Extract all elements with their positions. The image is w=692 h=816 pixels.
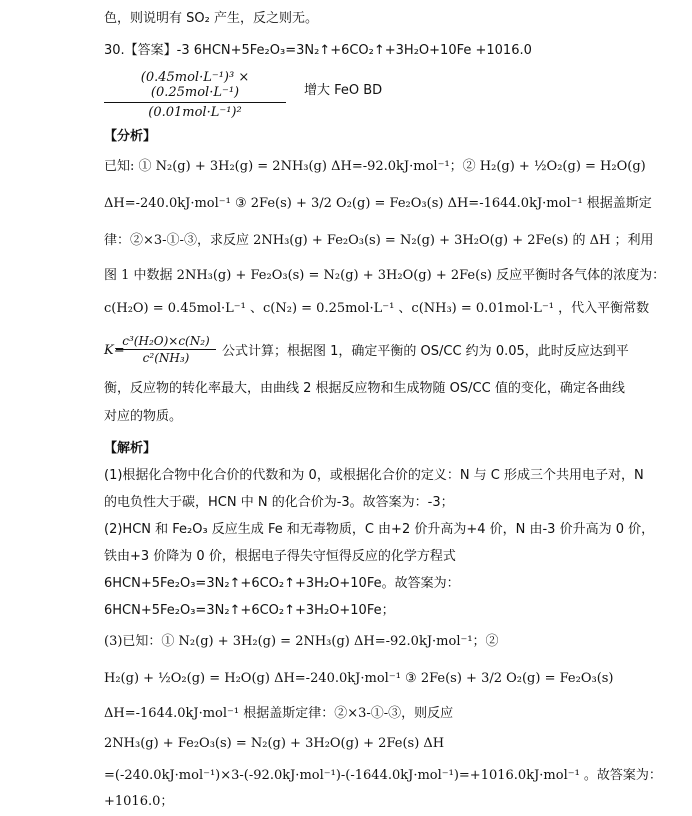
solution-line-11: =(-240.0kJ·mol⁻¹)×3-(-92.0kJ·mol⁻¹)-(-1644.0kJ·mol⁻¹)=+1016.0kJ·mol⁻¹ 。故答案为： xyxy=(104,768,662,783)
solution-heading: 【解析】 xyxy=(104,441,157,456)
analysis-line-8: 对应的物质。 xyxy=(104,409,183,424)
equilibrium-constant-fraction xyxy=(104,70,286,120)
solution-line-7: (3)已知：① N₂(g) + 3H₂(g) = 2NH₃(g) ΔH=-92.0kJ·mol⁻¹；② xyxy=(104,634,499,649)
k-numerator: c³(H₂O)×c(N₂) xyxy=(116,334,216,350)
analysis-line-6: 公式计算；根据图 1，确定平衡的 OS/CC 约为 0.05，此时反应达到平 xyxy=(222,344,629,359)
text-line-1: 色，则说明有 SO₂ 产生，反之则无。 xyxy=(104,11,318,26)
solution-line-5: 6HCN+5Fe₂O₃=3N₂↑+6CO₂↑+3H₂O+10Fe。故答案为： xyxy=(104,576,460,591)
analysis-line-5: c(H₂O) = 0.45mol·L⁻¹ 、c(N₂) = 0.25mol·L⁻¹ 、c(NH₃) = 0.01mol·L⁻¹ ，代入平衡常数 xyxy=(104,301,650,316)
solution-line-6: 6HCN+5Fe₂O₃=3N₂↑+6CO₂↑+3H₂O+10Fe； xyxy=(104,603,395,618)
analysis-heading: 【分析】 xyxy=(104,129,157,144)
solution-line-12: +1016.0； xyxy=(104,794,174,809)
analysis-line-3: 律：②×3-①-③，求反应 2NH₃(g) + Fe₂O₃(s) = N₂(g) + 3H₂O(g) + 2Fe(s) 的 ΔH ；利用 xyxy=(104,233,654,248)
analysis-line-1: 已知: ① N₂(g) + 3H₂(g) = 2NH₃(g) ΔH=-92.0kJ·mol⁻¹；② H₂(g) + ½O₂(g) = H₂O(g) xyxy=(104,159,646,174)
solution-line-4: 铁由+3 价降为 0 价，根据电子得失守恒得反应的化学方程式 xyxy=(104,549,456,564)
solution-line-8: H₂(g) + ½O₂(g) = H₂O(g) ΔH=-240.0kJ·mol⁻¹ ③ 2Fe(s) + 3/2 O₂(g) = Fe₂O₃(s) xyxy=(104,671,614,686)
solution-line-2: 的电负性大于碳，HCN 中 N 的化合价为-3。故答案为：-3； xyxy=(104,495,454,510)
analysis-line-7: 衡，反应物的转化率最大，由曲线 2 根据反应物和生成物随 OS/CC 值的变化，确定各曲线 xyxy=(104,381,625,396)
solution-line-1: (1)根据化合物中化合价的代数和为 0，或根据化合价的定义：N 与 C 形成三个共用电子对，N xyxy=(104,468,644,483)
k-symbol: K= xyxy=(104,343,125,358)
solution-line-9: ΔH=-1644.0kJ·mol⁻¹ 根据盖斯定律：②×3-①-③，则反应 xyxy=(104,706,454,721)
k-expression-fraction xyxy=(116,334,216,365)
answer-line: 30.【答案】-3 6HCN+5Fe₂O₃=3N₂↑+6CO₂↑+3H₂O+10Fe +1016.0 xyxy=(104,43,532,58)
solution-line-10: 2NH₃(g) + Fe₂O₃(s) = N₂(g) + 3H₂O(g) + 2Fe(s) ΔH xyxy=(104,736,445,751)
fraction-denominator: (0.01mol·L⁻¹)² xyxy=(148,105,242,120)
answer-tail: 增大 FeO BD xyxy=(304,83,383,98)
fraction-numerator: (0.45mol·L⁻¹)³ × (0.25mol·L⁻¹) xyxy=(104,70,286,103)
solution-line-3: (2)HCN 和 Fe₂O₃ 反应生成 Fe 和无毒物质，C 由+2 价升高为+4 价，N 由-3 价升高为 0 价， xyxy=(104,522,655,537)
k-denominator: c²(NH₃) xyxy=(142,351,190,365)
analysis-line-2: ΔH=-240.0kJ·mol⁻¹ ③ 2Fe(s) + 3/2 O₂(g) = Fe₂O₃(s) ΔH=-1644.0kJ·mol⁻¹ 根据盖斯定 xyxy=(104,196,652,211)
analysis-line-4: 图 1 中数据 2NH₃(g) + Fe₂O₃(s) = N₂(g) + 3H₂O(g) + 2Fe(s) 反应平衡时各气体的浓度为： xyxy=(104,268,666,283)
